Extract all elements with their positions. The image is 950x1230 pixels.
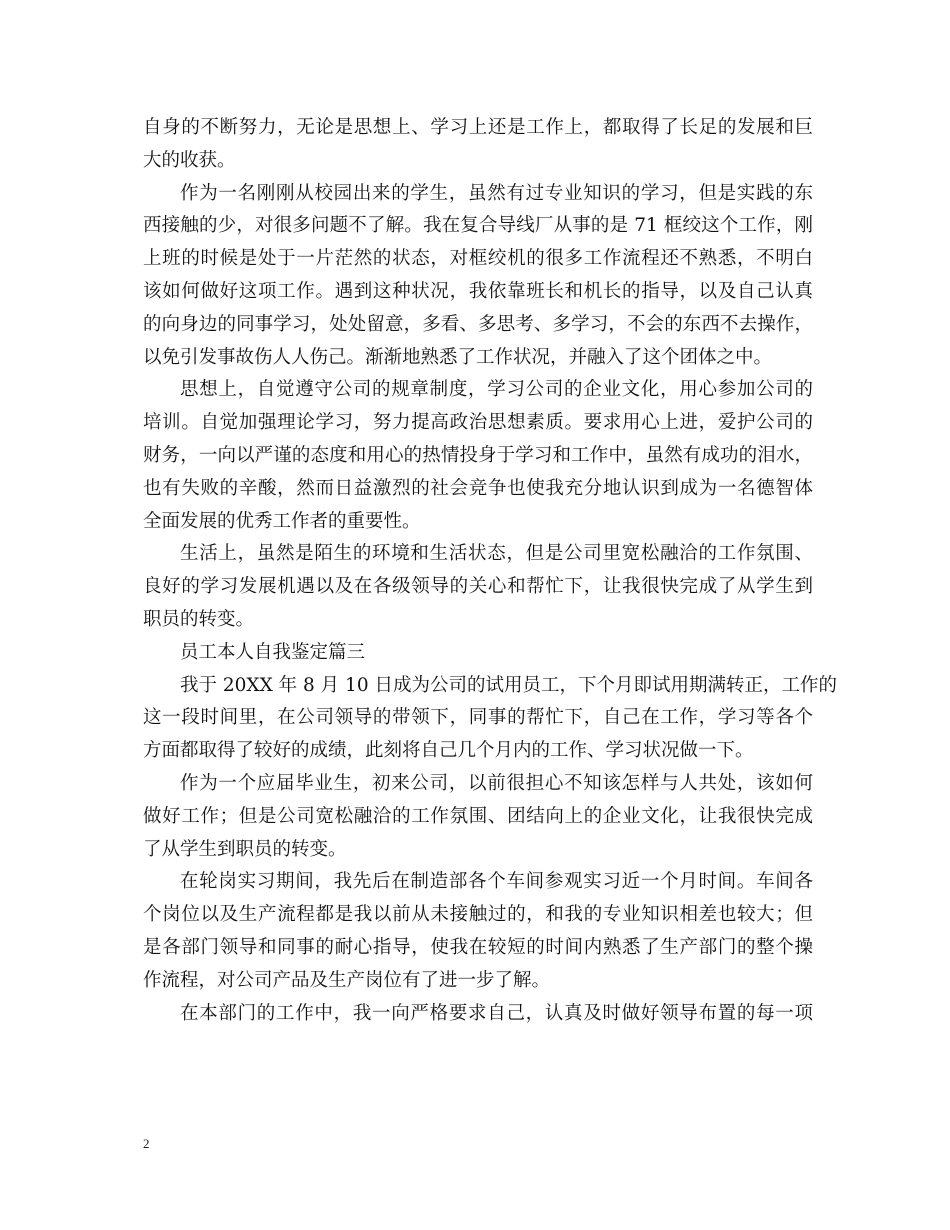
paragraph-start-line: 思想上，自觉遵守公司的规章制度，学习公司的企业文化，用心参加公司的 — [180, 379, 813, 401]
text-line: 财务，一向以严谨的态度和用心的热情投身于学习和工作中，虽然有成功的泪水， — [143, 444, 813, 466]
paragraph-start-line: 在本部门的工作中，我一向严格要求自己，认真及时做好领导布置的每一项 — [180, 1002, 813, 1024]
section-heading: 员工本人自我鉴定篇三 — [180, 641, 366, 663]
document-body — [143, 112, 837, 1030]
text-line: 自身的不断努力，无论是思想上、学习上还是工作上，都取得了长足的发展和巨 — [143, 117, 813, 138]
text-line: 良好的学习发展机遇以及在各级领导的关心和帮忙下，让我很快完成了从学生到 — [143, 576, 813, 598]
text-line: 职员的转变。 — [143, 608, 255, 630]
text-line: 个岗位以及生产流程都是我以前从未接触过的，和我的专业知识相差也较大；但 — [143, 904, 813, 926]
text-line: 西接触的少，对很多问题不了解。我在复合导线厂从事的是 71 框绞这个工作，刚 — [143, 215, 813, 237]
text-line: 全面发展的优秀工作者的重要性。 — [143, 510, 421, 532]
text-line: 了从学生到职员的转变。 — [143, 838, 347, 860]
text-line: 培训。自觉加强理论学习，努力提高政治思想素质。要求用心上进，爱护公司的 — [143, 412, 813, 434]
paragraph-start-line: 作为一名刚刚从校园出来的学生，虽然有过专业知识的学习，但是实践的东 — [180, 182, 813, 204]
text-line: 这一段时间里，在公司领导的带领下，同事的帮忙下，自己在工作，学习等各个 — [143, 707, 813, 729]
text-line: 做好工作；但是公司宽松融洽的工作氛围、团结向上的企业文化，让我很快完成 — [143, 805, 813, 827]
paragraph-start-line: 在轮岗实习期间，我先后在制造部各个车间参观实习近一个月时间。车间各 — [180, 871, 813, 893]
paragraph-start-line: 我于 20XX 年 8 月 10 日成为公司的试用员工，下个月即试用期满转正，工作的 — [180, 674, 837, 696]
paragraph-start-line: 生活上，虽然是陌生的环境和生活状态，但是公司里宽松融洽的工作氛围、 — [180, 543, 813, 565]
page-number: 2 — [143, 1136, 150, 1151]
text-line: 该如何做好这项工作。遇到这种状况，我依靠班长和机长的指导，以及自己认真 — [143, 280, 813, 302]
text-line: 是各部门领导和同事的耐心指导，使我在较短的时间内熟悉了生产部门的整个操 — [143, 936, 813, 958]
text-line: 作流程，对公司产品及生产岗位有了进一步了解。 — [143, 969, 551, 991]
text-line: 方面都取得了较好的成绩，此刻将自己几个月内的工作、学习状况做一下。 — [143, 740, 754, 762]
text-line: 也有失败的辛酸，然而日益激烈的社会竞争也使我充分地认识到成为一名德智体 — [143, 477, 813, 499]
text-line: 以免引发事故伤人人伤己。渐渐地熟悉了工作状况，并融入了这个团体之中。 — [143, 346, 773, 368]
paragraph-start-line: 作为一个应届毕业生，初来公司，以前很担心不知该怎样与人共处，该如何 — [180, 772, 813, 794]
text-line: 上班的时候是处于一片茫然的状态，对框绞机的很多工作流程还不熟悉，不明白 — [143, 248, 813, 270]
text-line: 大的收获。 — [143, 149, 236, 171]
text-line: 的向身边的同事学习，处处留意，多看、多思考、多学习，不会的东西不去操作， — [143, 313, 813, 335]
